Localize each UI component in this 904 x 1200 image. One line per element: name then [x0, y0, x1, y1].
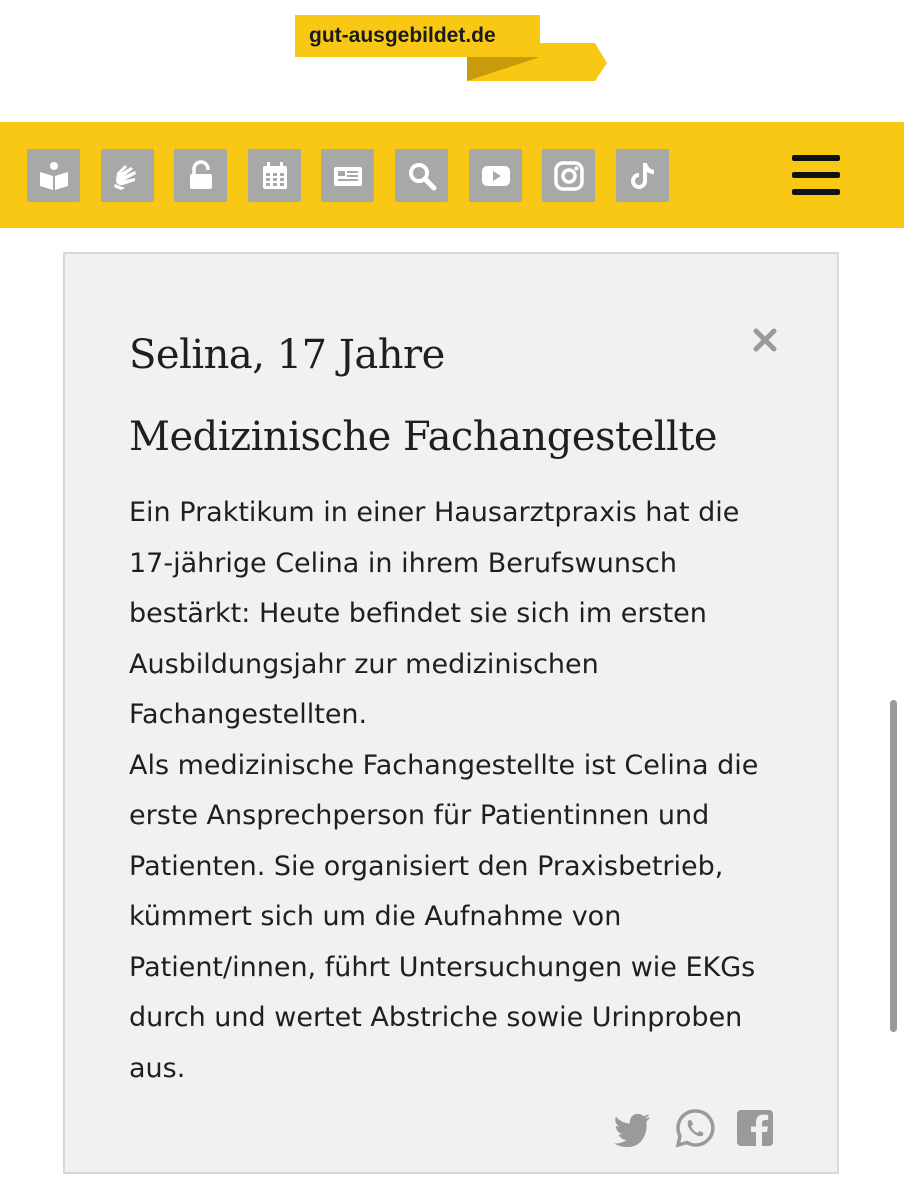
whatsapp-icon[interactable]	[673, 1106, 717, 1150]
tiktok-icon[interactable]	[616, 149, 669, 202]
facebook-icon[interactable]	[733, 1106, 777, 1150]
profile-card	[63, 252, 839, 1174]
card-subtitle: Medizinische Fachangestellte	[129, 414, 718, 460]
youtube-icon[interactable]	[469, 149, 522, 202]
card-paragraph: Ein Praktikum in einer Hausarztpraxis hat die 17-jährige Celina in ihrem Berufswunsch bestärkt: Heute befindet sie sich im ersten Ausbildungsjahr zur medizinischen Fachangestellten.	[129, 497, 740, 730]
card-title: Selina, 17 Jahre	[129, 332, 445, 378]
instagram-icon[interactable]	[542, 149, 595, 202]
book-reader-icon[interactable]	[27, 149, 80, 202]
top-navigation-bar	[0, 122, 904, 228]
site-logo[interactable]	[295, 15, 615, 85]
scrollbar[interactable]	[890, 700, 897, 1032]
sign-language-icon[interactable]	[101, 149, 154, 202]
card-paragraph: Als medizinische Fachangestellte ist Celina die erste Ansprechperson für Patientinnen und Patienten. Sie organisiert den Praxisbetrieb, kümmert sich um die Aufnahme von Patient/innen, führt Untersuchungen wie EKGs durch und wertet Abstriche sowie Urinproben aus.	[129, 749, 759, 1084]
twitter-icon[interactable]	[611, 1106, 655, 1150]
hamburger-menu-icon[interactable]	[792, 155, 840, 195]
close-icon[interactable]	[751, 326, 779, 354]
search-icon[interactable]	[395, 149, 448, 202]
logo-text: gut-ausgebildet.de	[295, 15, 540, 57]
card-body	[129, 488, 789, 1094]
newspaper-icon[interactable]	[321, 149, 374, 202]
unlock-icon[interactable]	[174, 149, 227, 202]
calendar-icon[interactable]	[248, 149, 301, 202]
